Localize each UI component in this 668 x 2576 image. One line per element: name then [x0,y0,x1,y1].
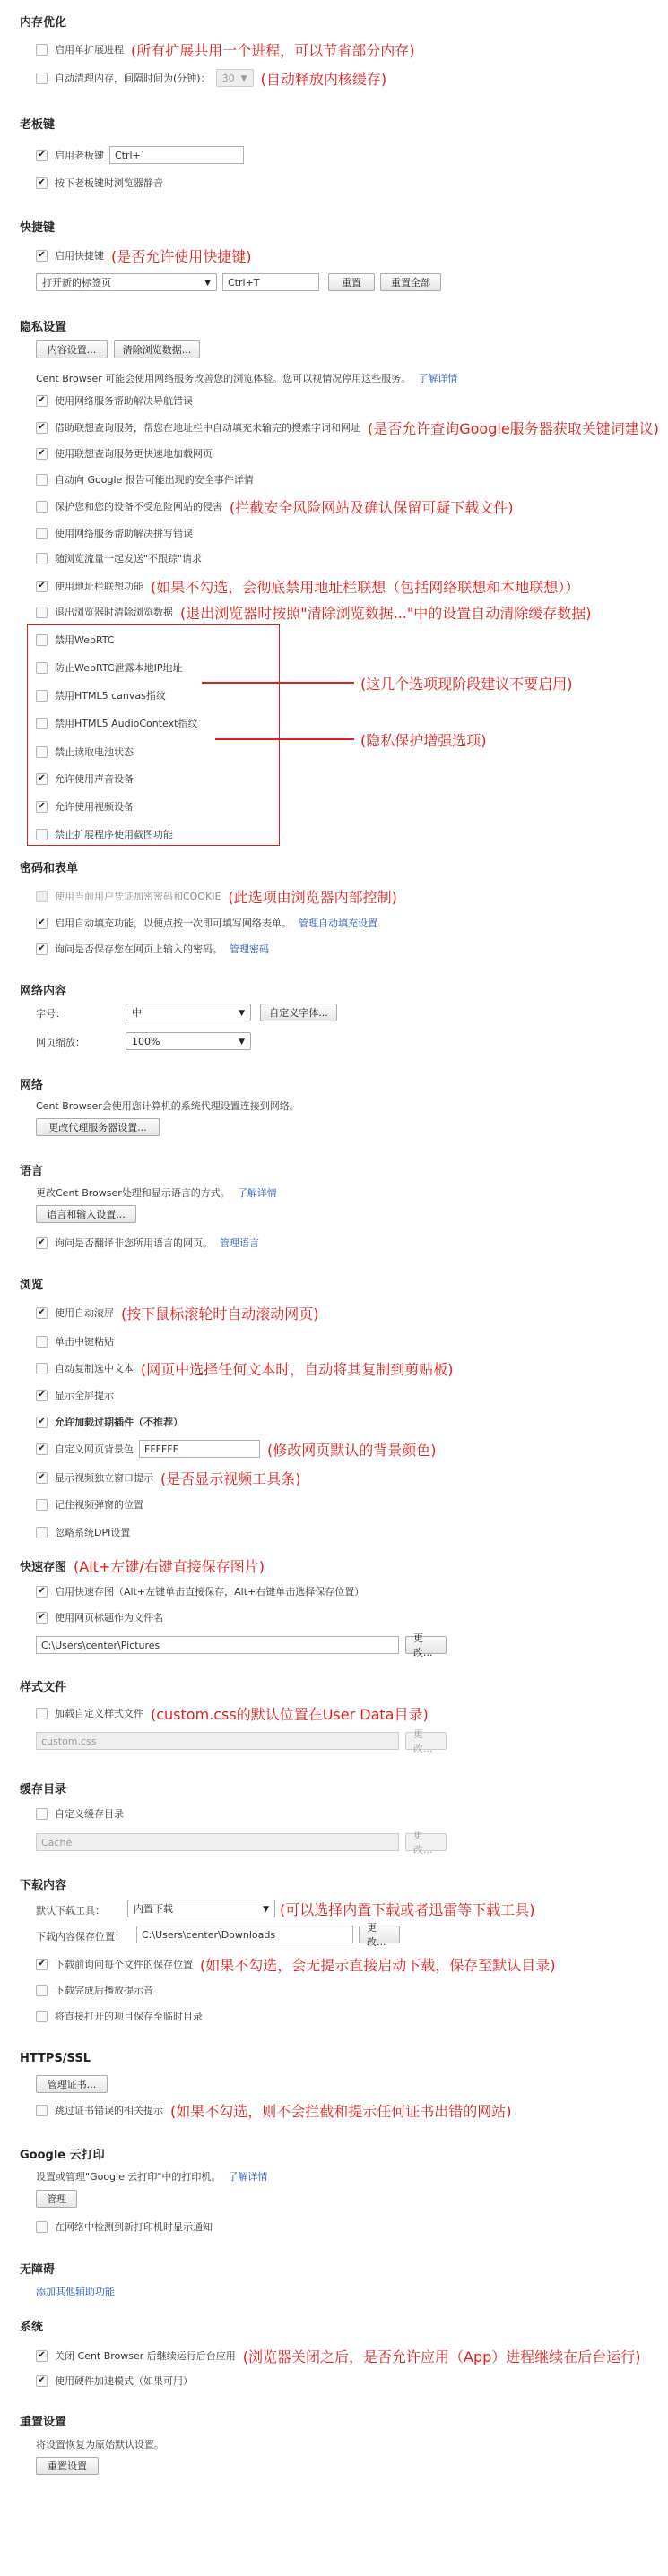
bosskey-mute-checkbox[interactable] [36,177,48,189]
download-sound-row[interactable] [36,1982,153,1998]
section-shortcut-title: 快捷键 [20,221,56,235]
accessibility-link[interactable]: 添加其他辅助功能 [36,2286,115,2297]
privacy-option-label: 退出浏览器时清除浏览数据 [55,607,173,618]
quicksave-path-input[interactable]: C:\Users\center\Pictures [36,1636,399,1654]
translate-checkbox[interactable] [36,1237,48,1249]
cookie-encrypt-checkbox[interactable] [36,891,48,902]
shortcut-key-input[interactable]: Ctrl+T [222,273,319,291]
privacy-option-label: 禁用WebRTC [55,634,115,646]
browsing-option-label: 自定义网页背景色 [55,1443,134,1455]
browsing-option-note: (按下鼠标滚轮时自动滚动网页) [121,1305,319,1322]
background-apps-row[interactable] [36,2348,641,2364]
privacy-option-label: 保护您和您的设备不受危险网站的侵害 [55,501,222,513]
single-process-checkbox[interactable] [36,44,48,56]
language-description [36,1185,277,1200]
privacy-option-label: 禁止读取电池状态 [55,746,134,758]
chevron-down-icon: ▼ [263,1905,269,1914]
browsing-option-checkbox[interactable] [36,1417,48,1428]
browsing-option-row[interactable] [36,1414,183,1430]
shortcut-action-select[interactable] [36,273,217,291]
manage-certificates-button[interactable]: 管理证书... [36,2075,108,2093]
download-ask-label: 下载前询问每个文件的保存位置 [55,1959,193,1970]
browsing-option-label: 显示全屏提示 [55,1390,114,1401]
cache-enable-label: 自定义缓存目录 [55,1808,124,1820]
chevron-down-icon: ▼ [204,279,211,288]
privacy-desc-text: Cent Browser 可能会使用网络服务改善您的浏览体验。您可以视情况停用这些服务。 [36,373,412,384]
section-stylefile-title: 样式文件 [20,1681,67,1694]
background-color-input[interactable]: FFFFFF [139,1440,260,1458]
privacy-option-row[interactable] [36,471,254,487]
fingerprint-note: (隐私保护增强选项) [360,732,487,749]
cookie-encrypt-row[interactable] [36,888,397,904]
download-location-label: 下载内容保存位置： [36,1931,125,1943]
background-apps-label: 关闭 Cent Browser 后继续运行后台应用 [55,2350,236,2362]
browsing-option-row[interactable] [36,1387,114,1403]
stylefile-enable-row[interactable] [36,1705,429,1721]
auto-clean-label: 自动清理内存，间隔时间为(分钟)： [55,73,211,84]
section-memory-title: 内存优化 [20,16,67,30]
privacy-option-label: 允许使用声音设备 [55,773,134,785]
webrtc-note: (这几个选项现阶段建议不要启用) [360,676,573,693]
font-size-label: 字号： [36,1008,65,1020]
privacy-option-row[interactable] [36,419,659,435]
single-process-note: (所有扩展共用一个进程，可以节省部分内存) [131,41,415,59]
browsing-option-checkbox[interactable] [36,1363,48,1374]
section-https-title: HTTPS/SSL [20,2052,91,2065]
stylefile-change-button[interactable]: 更改... [405,1732,447,1750]
stylefile-path-input[interactable]: custom.css [36,1732,399,1750]
bosskey-mute-row[interactable] [36,175,163,191]
download-ask-checkbox[interactable] [36,1959,48,1970]
privacy-option-label: 禁用HTML5 canvas指纹 [55,690,166,702]
browsing-option-label: 忽略系统DPI设置 [55,1527,131,1538]
chevron-down-icon: ▼ [239,1038,245,1047]
stylefile-enable-label: 加载自定义样式文件 [55,1708,143,1719]
shortcut-enable-row[interactable] [36,247,252,263]
browsing-option-checkbox[interactable] [36,1499,48,1511]
browsing-option-label: 自动复制选中文本 [55,1363,134,1374]
translate-label: 询问是否翻译非您所用语言的网页。 [55,1237,213,1249]
download-temp-label: 将直接打开的项目保存至临时目录 [55,2011,203,2022]
browsing-option-row[interactable] [36,1441,437,1457]
browsing-option-row[interactable] [36,1524,130,1540]
save-password-label: 询问是否保存您在网页上输入的密码。 [55,943,222,955]
clear-browsing-data-button[interactable]: 清除浏览数据... [114,340,200,358]
download-ask-note: (如果不勾选，会无提示直接启动下载，保存至默认目录) [200,1956,556,1974]
translate-row[interactable] [36,1235,259,1251]
language-learn-more-link[interactable]: 了解详情 [237,1187,277,1199]
download-change-button[interactable]: 更改... [359,1926,400,1943]
browsing-option-checkbox[interactable] [36,1472,48,1484]
hardware-accel-checkbox[interactable] [36,2375,48,2387]
hardware-accel-row[interactable] [36,2373,193,2389]
cache-enable-row[interactable] [36,1805,124,1822]
proxy-settings-button[interactable]: 更改代理服务器设置... [36,1118,160,1136]
download-location-input[interactable]: C:\Users\center\Downloads [136,1926,353,1943]
browsing-option-note: (修改网页默认的背景颜色) [267,1441,437,1459]
stylefile-note: (custom.css的默认位置在User Data目录) [151,1705,429,1723]
section-quicksave-title [20,1555,265,1576]
shortcut-action-value: 打开新的标签页 [42,277,111,289]
quicksave-title-name-row[interactable] [36,1609,163,1625]
browsing-option-label: 显示视频独立窗口提示 [55,1472,153,1484]
bosskey-enable-checkbox[interactable] [36,150,48,161]
cloudprint-desc-text: 设置或管理"Google 云打印"中的打印机。 [36,2171,221,2183]
privacy-option-note: (是否允许查询Google服务器获取关键词建议) [368,419,659,437]
section-download-title: 下载内容 [20,1879,67,1892]
background-apps-note: (浏览器关闭之后，是否允许应用（App）进程继续在后台运行) [242,2348,641,2365]
auto-clean-note: (自动释放内核缓存) [260,70,387,88]
page-zoom-select[interactable] [126,1032,251,1050]
cache-path-input[interactable]: Cache [36,1833,399,1851]
page-zoom-value: 100% [132,1035,160,1047]
shortcut-enable-note: (是否允许使用快捷键) [111,247,252,265]
hardware-accel-label: 使用硬件加速模式（如果可用） [55,2375,193,2387]
autofill-row[interactable] [36,915,377,931]
download-tool-note: (可以选择内置下载或者迅雷等下载工具) [280,1901,535,1918]
save-password-checkbox[interactable] [36,943,48,955]
browsing-option-label: 使用自动滚屏 [55,1307,114,1319]
skip-cert-checkbox[interactable] [36,2105,48,2116]
privacy-option-label: 防止WebRTC泄露本地IP地址 [55,662,183,674]
section-privacy-title: 隐私设置 [20,321,67,334]
download-ask-row[interactable] [36,1956,556,1972]
browsing-option-checkbox[interactable] [36,1527,48,1538]
privacy-option-row[interactable] [36,578,579,594]
browsing-option-label: 单击中键粘贴 [55,1336,114,1348]
section-accessibility-title: 无障碍 [20,2263,56,2277]
browsing-option-checkbox[interactable] [36,1307,48,1319]
privacy-option-label: 随浏览流量一起发送"不跟踪"请求 [55,553,203,564]
privacy-description [36,371,457,385]
network-description: Cent Browser会使用您计算机的系统代理设置连接到网络。 [36,1100,299,1112]
custom-font-button[interactable]: 自定义字体... [260,1004,337,1021]
font-size-value: 中 [132,1007,142,1019]
browsing-option-checkbox[interactable] [36,1336,48,1348]
cookie-encrypt-note: (此选项由浏览器内部控制) [228,888,397,906]
autofill-checkbox[interactable] [36,918,48,929]
webrtc-note-connector [202,682,354,684]
auto-clean-row[interactable] [36,70,386,86]
privacy-option-checkbox[interactable] [36,607,48,618]
printer-notify-checkbox[interactable] [36,2221,48,2233]
content-settings-button[interactable]: 内容设置... [36,340,108,358]
bosskey-mute-label: 按下老板键时浏览器静音 [55,177,163,189]
section-webcontent-title: 网络内容 [20,985,67,998]
browsing-option-row[interactable] [36,1469,301,1486]
browsing-option-checkbox[interactable] [36,1443,48,1455]
cache-enable-checkbox[interactable] [36,1808,48,1820]
quicksave-title-text: 快速存图 [20,1561,67,1574]
shortcut-enable-checkbox[interactable] [36,250,48,262]
shortcut-reset-button[interactable]: 重置 [328,273,375,291]
quicksave-note: (Alt+左键/右键直接保存图片) [74,1558,265,1575]
browsing-option-note: (网页中选择任何文本时，自动将其复制到剪贴板) [141,1360,454,1378]
webrtc-highlight-box [27,624,280,846]
download-tool-label: 默认下载工具： [36,1905,105,1917]
chevron-down-icon: ▼ [239,1009,245,1018]
cloudprint-learn-more-link[interactable]: 了解详情 [228,2171,268,2183]
background-apps-checkbox[interactable] [36,2350,48,2362]
privacy-option-checkbox[interactable] [36,553,48,564]
privacy-option-checkbox[interactable] [36,528,48,539]
privacy-option-row[interactable] [36,525,193,541]
bosskey-enable-row[interactable] [36,147,244,163]
download-sound-checkbox[interactable] [36,1985,48,1996]
section-system-title: 系统 [20,2321,44,2334]
skip-cert-row[interactable] [36,2102,512,2118]
stylefile-enable-checkbox[interactable] [36,1708,48,1719]
privacy-option-row[interactable] [36,392,193,409]
section-cache-title: 缓存目录 [20,1783,67,1796]
privacy-option-row[interactable] [36,498,514,514]
manage-passwords-link[interactable]: 管理密码 [230,943,269,955]
section-network-title: 网络 [20,1079,44,1092]
privacy-option-label: 使用联想查询服务更快速地加载网页 [55,448,213,460]
browsing-option-row[interactable] [36,1305,319,1321]
browsing-option-row[interactable] [36,1333,114,1349]
cache-change-button[interactable]: 更改... [405,1833,447,1851]
quicksave-enable-label: 启用快速存图（Alt+左键单击直接保存，Alt+右键单击选择保存位置） [55,1586,365,1598]
bosskey-enable-label: 启用老板键 [55,150,104,161]
skip-cert-label: 跳过证书错误的相关提示 [55,2105,163,2116]
section-passwords-title: 密码和表单 [20,862,79,875]
cookie-encrypt-label: 使用当前用户凭证加密密码和COOKIE [55,891,221,902]
privacy-option-label: 使用网络服务帮助解决导航错误 [55,395,193,407]
cloudprint-manage-button[interactable]: 管理 [36,2190,77,2208]
privacy-option-label: 禁用HTML5 AudioContext指纹 [55,718,198,729]
privacy-option-label: 使用网络服务帮助解决拼写错误 [55,528,193,539]
autofill-label: 启用自动填充功能，以便点按一次即可填写网络表单。 [55,918,291,929]
section-bosskey-title: 老板键 [20,118,56,132]
privacy-option-label: 禁止扩展程序使用截图功能 [55,829,173,840]
printer-notify-row[interactable] [36,2218,213,2235]
browsing-option-row[interactable] [36,1496,143,1512]
privacy-option-row[interactable] [36,445,213,461]
auto-clean-checkbox[interactable] [36,73,48,84]
manage-languages-link[interactable]: 管理语言 [220,1237,259,1249]
browsing-option-row[interactable] [36,1360,454,1376]
privacy-option-checkbox[interactable] [36,581,48,592]
privacy-option-row[interactable] [36,604,591,620]
privacy-learn-more-link[interactable]: 了解详情 [418,373,458,384]
reset-description: 将设置恢复为原始默认设置。 [36,2439,164,2451]
privacy-option-label: 借助联想查询服务，帮您在地址栏中自动填充未输完的搜索字词和网址 [55,422,360,434]
auto-clean-interval-value: 30 [221,72,235,84]
cloudprint-description [36,2169,267,2184]
privacy-option-checkbox[interactable] [36,474,48,486]
privacy-option-note: (拦截安全风险网站及确认保留可疑下载文件) [230,498,514,516]
language-input-settings-button[interactable]: 语言和输入设置... [36,1205,136,1223]
section-browsing-title: 浏览 [20,1279,44,1292]
bosskey-hotkey-input[interactable]: Ctrl+` [109,146,244,164]
privacy-option-label: 允许使用视频设备 [55,801,134,813]
download-sound-label: 下载完成后播放提示音 [55,1985,153,1996]
privacy-option-note: (退出浏览器时按照"清除浏览数据..."中的设置自动清除缓存数据) [180,604,592,622]
manage-autofill-link[interactable]: 管理自动填充设置 [299,918,377,929]
reset-settings-button[interactable]: 重置设置 [36,2457,99,2475]
language-desc-text: 更改Cent Browser处理和显示语言的方式。 [36,1187,230,1199]
shortcut-enable-label: 启用快捷键 [55,250,104,262]
section-language-title: 语言 [20,1165,44,1178]
browsing-option-label: 记住视频弹窗的位置 [55,1499,143,1511]
page-zoom-label: 网页缩放： [36,1037,85,1048]
shortcut-reset-all-button[interactable]: 重置全部 [380,273,441,291]
privacy-option-checkbox[interactable] [36,395,48,407]
browsing-option-label: 允许加载过期插件（不推荐） [55,1417,183,1428]
quicksave-change-button[interactable]: 更改... [405,1636,447,1654]
download-temp-row[interactable] [36,2008,203,2024]
privacy-option-checkbox[interactable] [36,448,48,460]
browsing-option-checkbox[interactable] [36,1390,48,1401]
single-process-label: 启用单扩展进程 [55,44,124,56]
quicksave-title-name-checkbox[interactable] [36,1612,48,1624]
quicksave-title-name-label: 使用网页标题作为文件名 [55,1612,163,1624]
single-process-row[interactable] [36,41,415,57]
fingerprint-note-connector [215,738,354,740]
skip-cert-note: (如果不勾选，则不会拦截和提示任何证书出错的网站) [170,2102,512,2120]
download-temp-checkbox[interactable] [36,2011,48,2022]
privacy-option-note: (如果不勾选，会彻底禁用地址栏联想（包括网络联想和本地联想）） [151,578,580,596]
printer-notify-label: 在网络中检测到新打印机时显示通知 [55,2221,213,2233]
quicksave-enable-checkbox[interactable] [36,1586,48,1598]
auto-clean-interval-select[interactable] [216,69,254,87]
privacy-option-checkbox[interactable] [36,422,48,434]
chevron-down-icon: ▼ [240,74,247,83]
font-size-select[interactable] [126,1004,251,1021]
download-tool-value: 内置下载 [134,1903,173,1915]
privacy-option-row[interactable] [36,550,202,566]
browsing-option-note: (是否显示视频工具条) [160,1469,301,1487]
section-cloudprint-title: Google 云打印 [20,2149,105,2162]
quicksave-enable-row[interactable] [36,1583,364,1599]
save-password-row[interactable] [36,941,269,957]
privacy-option-checkbox[interactable] [36,501,48,513]
privacy-option-label: 自动向 Google 报告可能出现的安全事件详情 [55,474,254,486]
section-reset-title: 重置设置 [20,2416,67,2429]
privacy-option-label: 使用地址栏联想功能 [55,581,143,592]
download-tool-select[interactable] [127,1900,275,1917]
